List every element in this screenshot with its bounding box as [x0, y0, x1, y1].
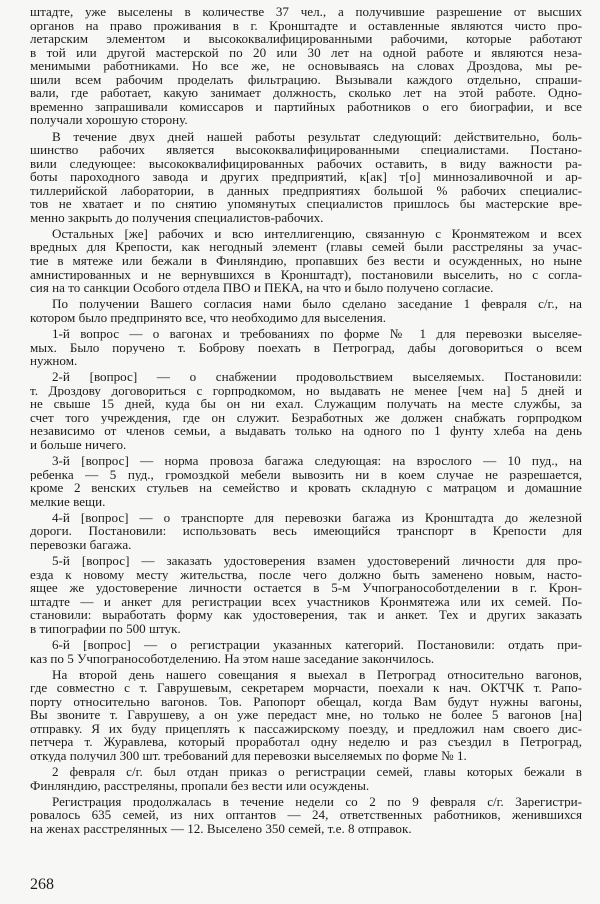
text-line: отправку. Я их буду прицеплять к пассажирскому поезду, и предложил нам своего дис- — [30, 721, 582, 736]
text-line: вредных для Крепости, как негодный элемент (главы семей были расстреляны за учас- — [30, 240, 582, 255]
text-line: в типографии по 500 штук. — [30, 621, 181, 636]
text-line: в той или другой мастерской по 20 или 30 лет на одной работе и являются неза- — [30, 45, 582, 60]
text-line: штадте — и анкет для регистрации всех участников Кронмятежа или их семей. По- — [30, 594, 582, 609]
text-line: штадте, уже выселены в количестве 37 чел., а получившие разрешение от высших — [30, 5, 582, 19]
text-line: сия на то санкции Особого отдела ПВО и ПЕКА, на что и было получено согласие. — [30, 281, 494, 295]
text-line: 4-й [вопрос] — о транспорте для перевозки багажа из Кронштадта до железной — [52, 510, 582, 525]
text-line: мых. Было поручено т. Боброву поехать в Петроград, дабы договориться о всем — [30, 340, 582, 355]
text-line: 5-й [вопрос] — заказать удостоверения взамен удостоверений личности для про- — [52, 554, 582, 568]
text-line: независимо от членов семьи, а выдавать только на одного по 1 фунту хлеба на день — [30, 424, 582, 438]
text-line: 2 февраля с/г. был отдан приказ о регистрации семей, главы которых бежали в — [52, 765, 582, 779]
text-line: менно закрыть до получения специалистов-рабочих. — [30, 210, 324, 225]
text-line: шили всем рабочим проделать фильтрацию. Вызывали каждого отдельно, спраши- — [30, 72, 582, 87]
text-line: ребенка — 5 пуд., громоздкой мебели вывозить ни в коем случае не разрешается, — [30, 467, 582, 482]
text-line: На второй день нашего совещания я выехал в Петроград относительно вагонов, — [52, 667, 582, 682]
paragraph — [30, 554, 582, 635]
text-line: ровалось 635 семей, из них оптантов — 24, ответственных работников, женившихся — [30, 808, 582, 822]
text-line: Финляндию, расстреляны, пропали без вести или осуждены. — [30, 778, 370, 793]
text-line: 2-й [вопрос] — о снабжении продовольствием выселяемых. Постановили: — [52, 370, 582, 384]
text-line: счет того учреждения, где он служит. Безработных же должен снабжать горпродком — [30, 410, 582, 425]
text-line: получали хорошую сторону. — [30, 113, 188, 127]
text-line: летарским элементом и высококвалифицированными рабочими, которые работают — [30, 32, 582, 46]
text-line: откуда получил 300 шт. требований для перевозки выселяемых по форме № 1. — [30, 748, 467, 763]
text-line: вали, где работает, какую занимает должность, сколько лет на этой работе. Одно- — [30, 86, 582, 100]
paragraph — [30, 130, 582, 225]
text-line: Остальных [же] рабочих и всю интеллигенцию, связанную с Кронмятежом и всех — [52, 226, 582, 241]
text-line: порту относительно вагонов. Тов. Рапопорт обещал, когда Вам будут нужны вагоны, — [30, 694, 582, 709]
paragraph — [30, 765, 582, 792]
text-line: вили следующее: высококвалифицированных рабочих оставить, в виду важности ра- — [30, 156, 582, 171]
text-line: перевозки багажа. — [30, 537, 132, 552]
text-line: т. Дроздову договориться с горпродкомом, но выдавать не менее [чем на] 5 дней и — [30, 383, 582, 398]
text-line: нужном. — [30, 354, 78, 368]
text-line: менимыми работниками. Но все же, не основываясь на словах Дроздова, мы ре- — [30, 59, 582, 73]
text-line: По получении Вашего согласия нами было сделано заседание 1 февраля с/г., на — [52, 297, 582, 311]
text-line: В течение двух дней нашей работы результат следующий: действительно, боль- — [52, 129, 582, 144]
text-line: тиллерийской лаборатории, в данных предприятиях большой % рабочих специалис- — [30, 183, 582, 198]
text-line: петчера т. Журавлева, который проработал одну неделю и раз съездил в Петроград, — [30, 735, 582, 749]
text-line: временно запрашивали комиссаров и партийных работников о его биографии, и все — [30, 99, 582, 114]
paragraph — [30, 511, 582, 552]
text-line: 3-й [вопрос] — норма провоза багажа следующая: на взрослого — 10 пуд., на — [52, 454, 582, 468]
paragraph — [30, 795, 582, 836]
text-line: становили: выработать форму как удостоверения, так и анкет. Тех и других заказать — [30, 608, 582, 622]
text-line: органов на право проживания в г. Кронштадте и оставленные являются чисто про- — [30, 18, 582, 33]
text-line: ящее же удостоверение личности остается в 5-м Учпогранособотделении в г. Крон- — [30, 581, 582, 595]
text-line: Регистрация продолжалась в течение недели со 2 по 9 февраля с/г. Зарегистри- — [52, 794, 582, 809]
text-line: боты пароходного завода и других предприятий, к[ак] т[о] миннозаливочной и ар- — [30, 170, 582, 184]
text-line: мелкие вещи. — [30, 494, 106, 509]
paragraph — [30, 370, 582, 451]
text-line: не свыше 15 дней, куда бы он ни ехал. Служащим получать на месте службы, за — [30, 397, 582, 411]
text-line: тие в мятеже или бежали в Финляндию, пропавших без вести и осужденных, но ныне — [30, 254, 582, 268]
text-line: езда к новому месту жительства, после чего должно быть заменено новым, насто- — [30, 567, 582, 582]
paragraph — [30, 454, 582, 508]
paragraph — [30, 638, 582, 665]
paragraph — [30, 327, 582, 368]
page-number: 268 — [30, 876, 54, 893]
text-line: 1-й вопрос — о вагонах и требованиях по форме № 1 для перевозки выселяе- — [52, 326, 582, 341]
text-line: кроме 2 венских стульев на семейство и кровать складную с матрацом и домашние — [30, 481, 582, 495]
text-line: на женах расстрелянных — 12. Выселено 350 семей, т.е. 8 отправок. — [30, 821, 412, 836]
text-line: 6-й [вопрос] — о регистрации указанных категорий. Постановили: отдать при- — [52, 637, 582, 652]
text-line: дороги. Постановили: использовать весь имеющийся транспорт в Крепости для — [30, 524, 582, 538]
paragraph — [30, 297, 582, 324]
text-line: и больше ничего. — [30, 437, 127, 452]
text-line: котором было предпринято все, что необходимо для выселения. — [30, 310, 387, 325]
document-body — [30, 5, 582, 838]
text-line: где совместно с т. Гаврушевым, секретарем морчасти, поехали к нач. ОКТЧК т. Рапо- — [30, 681, 582, 695]
paragraph — [30, 227, 582, 295]
text-line: каз по 5 Учпогранособотделению. На этом наше заседание закончилось. — [30, 651, 435, 666]
text-line: амнистированных и не вернувшихся в Кронштадт), постановили выселить, но с согла- — [30, 267, 582, 282]
text-line: тов не хватает и по снятию упомянутых специалистов пришлось бы мастерские вре- — [30, 197, 582, 211]
paragraph — [30, 5, 582, 127]
paragraph — [30, 668, 582, 763]
text-line: шинство рабочих является высококвалифицированными специалистами. Постано- — [30, 143, 582, 157]
text-line: Вы звоните т. Гаврушеву, а он уже передаст мне, но только не более 5 вагонов [на] — [30, 708, 582, 722]
